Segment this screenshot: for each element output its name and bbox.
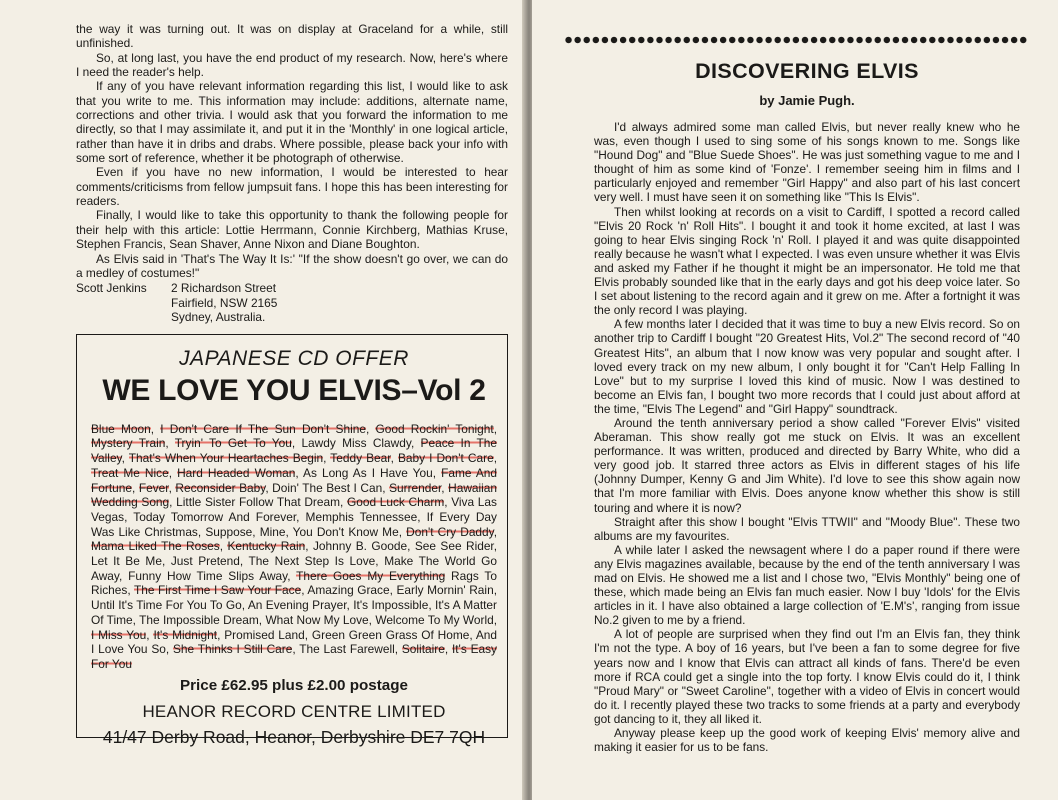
song-title: It's Midnight [153,627,218,642]
song-title: Blue Moon [91,421,151,436]
song-title: Tryin' To Get To You [174,436,292,451]
song-title: Fame And Fortune [91,465,498,495]
song-list: Blue Moon, I Don't Care If The Sun Don't Shine, Good Rockin' Tonight, Mystery Train, Tryin' To Get To You, Lawdy Miss Clawdy, Peace In The Valley, That's When Your Heartaches Begin, Teddy Bear, Baby I Don't Care, Treat Me Nice, Hard Headed Woman, As Long As I Have You, Fame And Fortune, Fever, Reconsider Baby, Doin' The Best I Can, Surrender, Hawaiian Wedding Song, Little Sister Follow That Dream, Good Luck Charm, Viva Las Vegas, Today Tomorrow And Forever, Memphis Tennessee, If Every Day Was Like Christmas, Suppose, Mine, You Don't Know Me, Don't Cry Daddy, Mama Liked The Roses, Kentucky Rain, Johnny B. Goode, See See Rider, Let It Be Me, Just Pretend, The Next Step Is Love, Make The World Go Away, Funny How Time Slips Away, There Goes My Everything Rags To Riches, The First Time I Saw Your Face, Amazing Grace, Early Mornin' Rain, Until It's Time For You To Go, An Evening Prayer, It's Impossible, It's A Matter Of Time, The Impossible Dream, What Now My Love, Welcome To My World, I Miss You, It's Midnight, Promised Land, Green Green Grass Of Home, And I Love You So, She Thinks I Still Care, The Last Farewell, Solitaire, It's Easy For You [91,421,498,671]
paragraph: Even if you have no new information, I would be interested to hear comments/criticisms from fellow jumpsuit fans. I hope this has been interesting for readers. [76,165,508,209]
song-title: Today Tomorrow And Forever [133,509,297,524]
song-title: Good Luck Charm [346,495,445,510]
song-title: Just Pretend [170,554,240,569]
address-line: Sydney, Australia. [171,310,266,325]
song-title: Fever [138,480,169,495]
author-signature [76,281,508,325]
article-title: DISCOVERING ELVIS [695,59,919,83]
address-line: 2 Richardson Street [171,281,277,296]
right-article-text [594,120,1020,754]
song-title: Make The World Go Away [91,554,497,583]
song-title: Amazing Grace [307,583,390,598]
paragraph: Straight after this show I bought "Elvis TTWII" and "Moody Blue". These two albums are my favourites. [594,514,1020,543]
song-title: Green Green Grass Of Home [311,627,470,642]
advert-kicker: JAPANESE CD OFFER [179,346,409,370]
song-title: Doin' The Best I Can [272,480,383,495]
song-title: Mine [259,524,286,539]
paragraph: Then whilst looking at records on a visit to Cardiff, I spotted a record called "Elvis 20 Rock 'n' Roll Hits". I bought it and took it home excited, at last I was going to hear Elvis singing Rock 'n' Roll. I played it and was quite disappointed really because he wasn't what I expected. I was even unsure whether it was Elvis and asked my Father if he thought it might be an impersonator. He told me that Elvis probably sounded like that in the early days and got his deep voice later. So I set about listening to the record again and it grew on me. After a fortnight it was the only record I was playing. [594,204,1020,318]
song-title: Follow That Dream [239,495,340,510]
song-title: It's Easy For You [91,642,498,671]
paragraph: A lot of people are surprised when they find out I'm an Elvis fan, they think I'm not the type. A boy of 16 years, but I've been a fan to some degree for five years now and I know that Elvis can attract all kinds of fans. There'd be even more if RCA could get a single into the top forty. I know Elvis could do it, I think "Proud Mary" or "Sweet Caroline", together with a video of Elvis in concert would do it. I recently played these two tracks to some friends at a party and everybody got dancing to it, they all liked it. [594,627,1020,726]
author-name: Scott Jenkins [76,281,147,296]
song-title: Don't Cry Daddy [406,524,494,539]
paragraph: the way it was turning out. It was on display at Graceland for a while, still unfinished. [76,22,508,51]
song-title: If Every Day Was Like Christmas [91,509,497,539]
song-title: The Last Farewell [299,642,395,657]
song-title: Treat Me Nice [91,465,169,480]
song-title: Baby I Don't Care [397,451,494,466]
song-title: The Next Step Is Love [248,554,376,569]
song-title: It's A Matter Of Time [91,598,497,627]
address-line: Fairfield, NSW 2165 [171,295,278,310]
song-title: See See Rider [414,539,494,554]
song-title: You Don't Know Me [292,524,399,539]
song-title: Peace In The Valley [91,436,498,466]
song-title: The First Time I Saw Your Face [133,583,302,598]
paragraph: Around the tenth anniversary period a show called "Forever Elvis" visited Aberaman. This show really got me stuck on Elvis. It was an excellent performance. It was written, produced and directed by Barry White, who did a very good job. It starred three actors as Elvis in different stages of his life (Johnny Dumper, Kenny G and Jim White). I'd love to see this show again now that I'm more familiar with Elvis. Does anyone know whether this show is still touring and where it is now? [594,415,1020,515]
advert-headline: WE LOVE YOU ELVIS–Vol 2 [102,373,486,407]
left-article-text [76,22,508,280]
dotted-rule [564,36,1028,44]
song-title: That's When Your Heartaches Begin [128,451,324,466]
paragraph: A few months later I decided that it was time to buy a new Elvis record. So on another trip to Cardiff I bought "20 Greatest Hits, Vol.2" The second record of "40 Greatest Hits", an album that I now know was very popular and sought after. I loved every track on my new album, I only bought it for "Can't Help Falling In Love" but to my surprise I loved this kind of music. Now I was destined to become an Elvis fan, I bought two more records that I could just about afford at the time, "Elvis The Legend" and "Girl Happy" soundtrack. [594,317,1020,416]
paragraph: So, at long last, you have the end product of my research. Now, here's where I need the reader's help. [76,50,508,80]
paragraph: As Elvis said in 'That's The Way It Is:' "If the show doesn't go over, we can do a medley of costumes!" [76,251,508,280]
author-address [171,281,508,325]
advert-seller: HEANOR RECORD CENTRE LIMITED [142,701,446,721]
song-title: An Evening Prayer [247,598,347,613]
paragraph: I'd always admired some man called Elvis, but never really knew who he was, even though I used to sing some of his songs known to me. Songs like "Hound Dog" and "Blue Suede Shoes". He was just something vague to me and I thought of him as some kind of 'Fonze'. I remember seeing him in films and I particularly enjoyed and remember "Girl Happy" and also part of his last concert very well. I must have seen it on something like "This Is Elvis". [594,120,1020,205]
song-title: Early Mornin' Rain [396,583,494,598]
song-title: Reconsider Baby [175,480,266,495]
song-title: What Now My Love [265,612,369,627]
song-title: Suppose [205,524,253,539]
song-title: Memphis Tennessee [305,509,418,524]
song-title: Let It Be Me [91,554,162,569]
song-title: Rags To Riches [91,568,497,598]
advert-address: 41/47 Derby Road, Heanor, Derbyshire DE7 7QH [102,726,486,747]
article-byline: by Jamie Pugh. [759,93,855,108]
song-title: Welcome To My World [375,612,494,627]
song-title: There Goes My Everything [296,568,446,583]
song-title: And I Love You So [91,627,498,657]
song-title: Surrender [389,480,442,495]
song-title: Johnny B. Goode [312,539,408,554]
song-title: Lawdy Miss Clawdy [301,436,411,451]
song-title: Solitaire [401,642,445,657]
song-title: Promised Land [224,627,305,642]
song-title: Little Sister [176,495,236,510]
song-title: The Impossible Dream [139,612,259,627]
song-title: Kentucky Rain [227,539,306,554]
song-title: Hard Headed Woman [177,465,296,480]
song-title: Teddy Bear [330,451,391,466]
song-title: Viva Las Vegas [91,495,497,524]
song-title: Good Rockin' Tonight [375,421,494,436]
song-title: It's Impossible [353,598,429,613]
song-title: Mystery Train [91,436,166,451]
right-page [532,0,1058,800]
song-title: Mama Liked The Roses [91,539,220,554]
song-title: Funny How Time Slips Away [128,568,288,583]
paragraph: Finally, I would like to take this opportunity to thank the following people for their help with this article: Lottie Herrmann, Connie Kirchberg, Mathias Kruse, Stephen Francis, Sean Shaver, Anne Nixon and Diane Boughton. [76,208,508,252]
song-title: I Don't Care If The Sun Don't Shine [160,421,366,436]
song-title: She Thinks I Still Care [172,642,293,657]
left-page [0,0,526,800]
song-title: As Long As I Have You [303,465,433,480]
song-title: Hawaiian Wedding Song [91,480,498,510]
song-title: I Miss You [91,627,147,642]
song-title: Until It's Time For You To Go [91,598,242,613]
paragraph: Anyway please keep up the good work of keeping Elvis' memory alive and making it easier for us to be fans. [594,726,1020,755]
advert-price: Price £62.95 plus £2.00 postage [180,676,408,694]
cd-offer-advert [76,334,508,747]
paragraph: A while later I asked the newsagent where I do a paper round if there were any Elvis magazines available, because by the end of the tenth anniversary I was mad on Elvis. He showed me a list and I chose two, "Elvis Monthly" being one of these, which made being an Elvis fan much easier. Now I buy 'Idols' for the Elvis articles in it. I have also obtained a large collection of 'E.M's', ranging from issue No.2 given to me by a friend. [594,542,1020,628]
paragraph: If any of you have relevant information regarding this list, I would like to ask that you write to me. This information may include: additions, alternate name, corrections and other trivia. I would ask that you forward the information to me directly, so that I may assimilate it, and put it in the 'Monthly' in one logical article, rather than have it in dribs and drabs. Where possible, please back your info with some sort of reference, whether it be photograph of otherwise. [76,79,508,166]
